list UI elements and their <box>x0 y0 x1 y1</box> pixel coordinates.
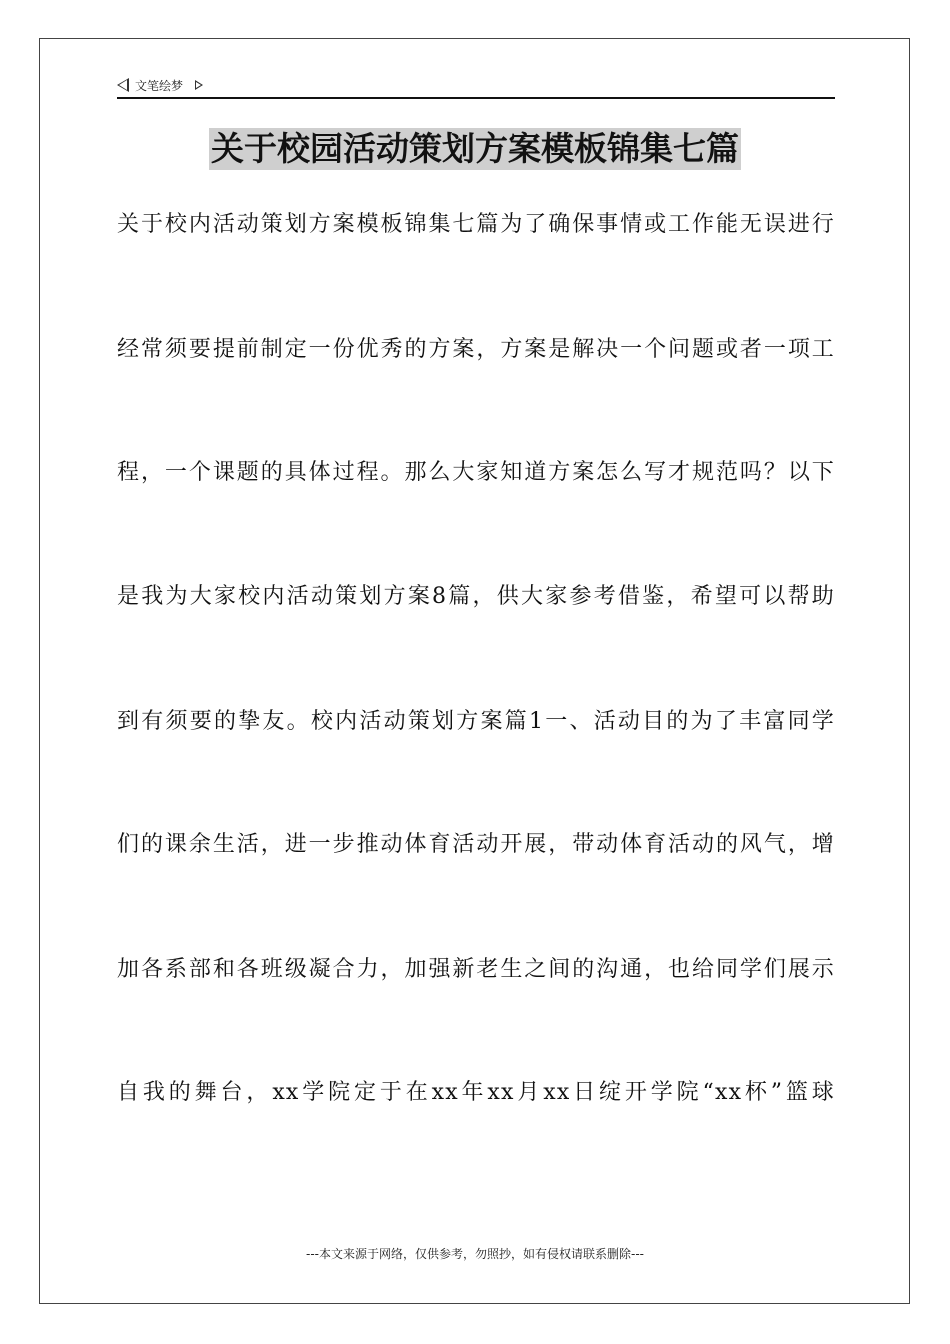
body-line: 关于校内活动策划方案模板锦集七篇为了确保事情或工作能无误进行 <box>117 212 835 237</box>
body-line: 到有须要的挚友。校内活动策划方案篇1一、活动目的为了丰富同学 <box>117 709 835 734</box>
title-container <box>0 128 950 170</box>
page-header <box>117 74 203 96</box>
triangle-left-icon <box>117 78 129 92</box>
body-line: 们的课余生活，进一步推动体育活动开展，带动体育活动的风气，增 <box>117 832 835 857</box>
body-line: 加各系部和各班级凝合力，加强新老生之间的沟通，也给同学们展示 <box>117 957 835 982</box>
body-line: 程，一个课题的具体过程。那么大家知道方案怎么写才规范吗？以下 <box>117 460 835 485</box>
header-brand: 文笔绘梦 <box>135 78 184 93</box>
body-line: 自我的舞台，xx学院定于在xx年xx月xx日绽开学院“xx杯”篮球 <box>117 1080 835 1105</box>
body-line: 经常须要提前制定一份优秀的方案，方案是解决一个问题或者一项工 <box>117 337 835 362</box>
triangle-right-icon <box>195 80 203 90</box>
header-rule <box>117 97 835 99</box>
body-line: 是我为大家校内活动策划方案8篇，供大家参考借鉴，希望可以帮助 <box>117 584 835 609</box>
document-title: 关于校园活动策划方案模板锦集七篇 <box>211 129 739 168</box>
footer-disclaimer: ---本文来源于网络，仅供参考，勿照抄，如有侵权请联系删除--- <box>306 1247 644 1261</box>
